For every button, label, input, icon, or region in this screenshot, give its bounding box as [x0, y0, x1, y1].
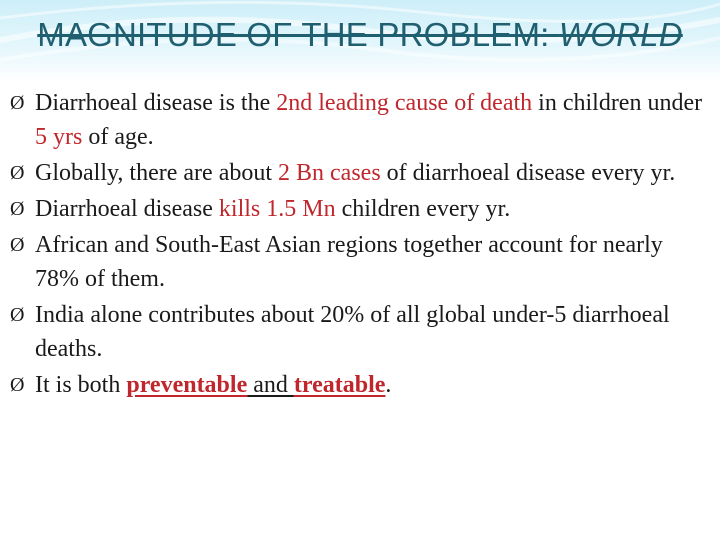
item-text: Diarrhoeal disease is the: [35, 90, 277, 116]
item-text: children every yr.: [335, 196, 511, 222]
item-text: India alone contributes about 20% of all global under-5 diarrhoeal deaths.: [35, 302, 670, 362]
item-text: in children under: [532, 90, 703, 116]
item-highlight-treatable: treatable: [293, 372, 386, 398]
item-highlight-preventable: preventable: [126, 372, 248, 398]
item-text: African and South-East Asian regions together account for nearly 78% of them.: [35, 232, 663, 292]
item-text: of age.: [82, 124, 154, 150]
item-highlight: 2nd leading cause of death: [276, 90, 533, 116]
page-title-main: MAGNITUDE OF THE PROBLEM:: [37, 16, 559, 53]
item-text: It is both: [35, 372, 127, 398]
list-item: [10, 298, 710, 366]
arrow-bullet-icon: Ø: [10, 374, 25, 396]
item-text: Globally, there are about: [35, 160, 279, 186]
list-item: [10, 192, 710, 226]
list-item: [10, 228, 710, 296]
item-text: and: [247, 372, 294, 398]
page-title-emphasis: WORLD: [558, 16, 683, 53]
arrow-bullet-icon: Ø: [10, 162, 25, 184]
arrow-bullet-icon: Ø: [10, 92, 25, 114]
item-text: of diarrhoeal disease every yr.: [380, 160, 676, 186]
list-item: [10, 368, 710, 402]
page-title: [0, 16, 720, 54]
title-banner: [0, 0, 720, 82]
list-item: [10, 156, 710, 190]
item-text: .: [385, 372, 392, 398]
arrow-bullet-icon: Ø: [10, 198, 25, 220]
arrow-bullet-icon: Ø: [10, 234, 25, 256]
item-highlight: 5 yrs: [35, 124, 83, 150]
item-highlight: kills 1.5 Mn: [218, 196, 336, 222]
item-text: Diarrhoeal disease: [35, 196, 219, 222]
arrow-bullet-icon: Ø: [10, 304, 25, 326]
item-highlight: 2 Bn cases: [278, 160, 381, 186]
list-item: [10, 86, 710, 154]
bullet-list: [10, 86, 710, 404]
